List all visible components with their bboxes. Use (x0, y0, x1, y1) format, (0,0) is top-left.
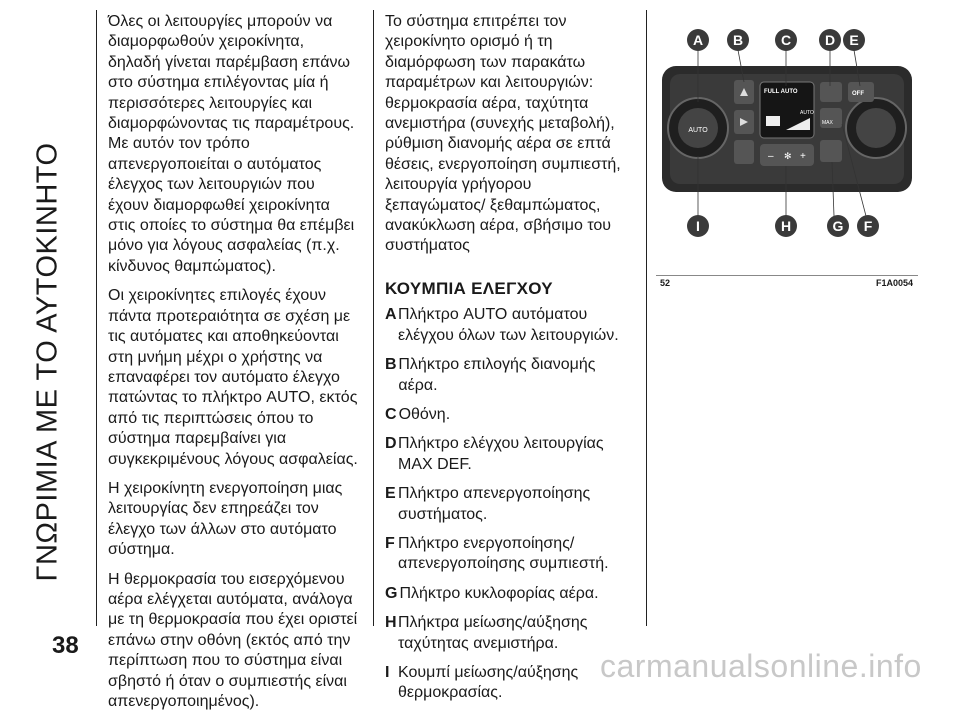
legend-text: Πλήκτρο ενεργοποίησης/ απενεργοποίησης συμπιεστή. (398, 534, 609, 573)
text-column-2 (385, 12, 635, 713)
callout-c (775, 29, 797, 51)
legend-letter: B (385, 356, 397, 374)
intro-paragraph: Το σύστημα επιτρέπει τον χειροκίνητο ορισμό ή τη διαμόρφωση των παρακάτω παραμέτρων και λειτουργιών: θερμοκρασία αέρα, ταχύτητα ανεμιστήρα (συνεχής μεταβολή), ρύθμιση διανομής αέρα σε επτά θέσεις, ενεργοποίηση συμπιεστή, λειτουργία γρήγορου ξεπαγώματος/ ξεθαμπώματος, ανακύκλωση αέρα, σβήσιμο του συστήματος (385, 13, 621, 255)
callout-d (819, 29, 841, 51)
paragraph: Οι χειροκίνητες επιλογές έχουν πάντα προτεραιότητα σε σχέση με τις αυτόματες και αποθηκεύονται στη μνήμη μέχρι ο χρήστης να επαναφέρει τον αυτόματο έλεγχο πατώντας το πλήκτρο AUTO, εκτός από τις περιπτώσεις όπου το σύστημα παρεμβαίνει για συγκεκριμένους λόγους ασφαλείας. (108, 287, 358, 468)
callout-i (687, 215, 709, 237)
legend-item (385, 613, 635, 654)
distribution-button-down (734, 140, 754, 164)
legend-letter: I (385, 663, 390, 681)
legend-letter: F (385, 534, 395, 552)
callout-b (727, 29, 749, 51)
page-number: 38 (52, 632, 79, 659)
legend-item (385, 584, 635, 604)
figure-code: F1A0054 (876, 278, 914, 288)
legend-text: Πλήκτρα μείωσης/αύξησης ταχύτητας ανεμιστήρα. (398, 614, 588, 652)
legend-text: Πλήκτρο κυκλοφορίας αέρα. (399, 584, 599, 602)
divider-middle (373, 10, 374, 626)
watermark: carmanualsonline.info (600, 648, 922, 684)
callout-letter: H (780, 218, 792, 234)
paragraph: Η θερμοκρασία του εισερχόμενου αέρα ελέγχεται αυτόματα, ανάλογα με τη θερμοκρασία που έχει οριστεί επάνω στην οθόνη (εκτός από την περίπτωση που το σύστημα είναι σβηστό ή όταν ο συμπιεστής είναι απενεργοποιημένος). (108, 570, 358, 710)
climate-panel-figure (656, 20, 918, 268)
callout-letter: A (692, 32, 704, 48)
legend-letter: G (385, 584, 398, 602)
legend-text: Πλήκτρο AUTO αυτόματου ελέγχου όλων των λειτουργιών. (398, 306, 619, 344)
callout-e (843, 29, 865, 51)
callout-h (775, 215, 797, 237)
paragraph: Η χειροκίνητη ενεργοποίηση μιας λειτουργίας δεν επηρεάζει τον έλεγχο των άλλων στο αυτόματο σύστημα. (108, 479, 343, 559)
legend-item (385, 484, 635, 525)
legend-item (385, 355, 635, 396)
callout-letter: C (780, 32, 792, 48)
fan-plus-label: + (800, 151, 806, 162)
callout-letter: E (849, 32, 859, 48)
callout-g (827, 215, 849, 237)
legend-letter: D (385, 435, 397, 453)
legend-item (385, 663, 635, 704)
callout-letter: F (863, 218, 873, 234)
callout-letter: D (824, 32, 836, 48)
display-digits (766, 116, 780, 126)
divider-right (646, 10, 647, 626)
legend-item (385, 305, 635, 346)
paragraph: Όλες οι λειτουργίες μπορούν να διαμορφωθούν χειροκίνητα, δηλαδή γίνεται παρέμβαση επάνω στο σύστημα επιλέγοντας μία ή περισσότερες λειτουργίες και διαμορφώνοντας τις παραμέτρους. Με αυτόν τον τρόπο απενεργοποιείται ο αυτόματος έλεγχος των λειτουργιών που έχουν διαμορφωθεί χειροκίνητα στις οποίες το σύστημα θα επέμβει μόνο για λόγους ασφαλείας (π.χ. κίνδυνος θαμπώματος). (108, 13, 355, 275)
auto-label-left: AUTO (688, 127, 708, 134)
max-label: MAX (822, 120, 833, 126)
auto-label-right: AUTO (800, 110, 814, 116)
legend-text: Πλήκτρο επιλογής διανομής αέρα. (398, 356, 596, 394)
max-def-button (820, 82, 842, 102)
legend-item (385, 434, 635, 475)
legend-letter: C (385, 405, 397, 423)
legend-text: Πλήκτρο ελέγχου λειτουργίας MAX DEF. (398, 435, 604, 473)
callout-letter: G (832, 218, 844, 234)
legend-text: Οθόνη. (398, 405, 451, 423)
figure-number: 52 (660, 278, 671, 288)
fan-minus-label: – (768, 151, 774, 162)
section-heading: ΚΟΥΜΠΙΑ ΕΛΕΓΧΟΥ (385, 278, 553, 298)
legend-item (385, 405, 635, 425)
callout-f (857, 215, 879, 237)
figure-rule (656, 275, 918, 276)
callout-letter: I (696, 218, 700, 234)
recirculation-button (820, 140, 842, 162)
callout-a (687, 29, 709, 51)
callout-letter: B (732, 32, 744, 48)
divider-left (96, 10, 97, 626)
legend-letter: A (385, 306, 397, 324)
legend-text: Κουμπί μείωσης/αύξησης θερμοκρασίας. (398, 663, 579, 702)
legend-letter: E (385, 485, 396, 503)
text-column-1 (108, 12, 358, 721)
knob-center (856, 108, 896, 148)
off-label: OFF (852, 91, 864, 97)
legend-letter: H (385, 614, 397, 632)
chapter-title: ΓΝΩΡΙΜΙΑ ΜΕ ΤΟ ΑΥΤΟΚΙΝΗΤΟ (31, 142, 64, 582)
legend-item (385, 534, 635, 575)
full-auto-label: FULL AUTO (764, 89, 798, 95)
legend-text: Πλήκτρο απενεργοποίησης συστήματος. (398, 485, 591, 523)
fan-icon: ✻ (784, 152, 792, 162)
